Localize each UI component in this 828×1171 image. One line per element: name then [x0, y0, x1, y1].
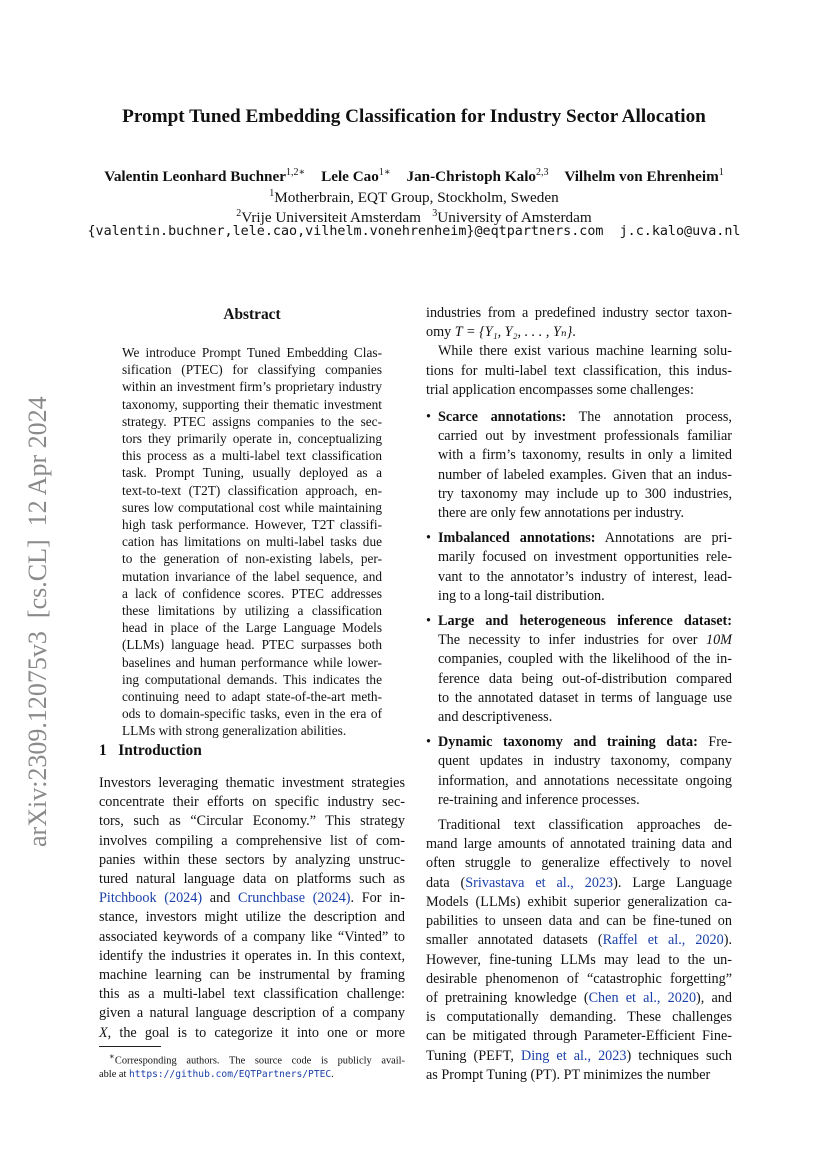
text-line: carried out by investment professionals familiar	[438, 428, 732, 445]
abstract-line: baselines and human performance while lower-	[122, 654, 382, 670]
abstract-line: taxonomy, supporting their thematic investment	[122, 396, 382, 412]
text-line: Scarce annotations: The annotation process,	[438, 409, 732, 426]
abstract-heading: Abstract	[223, 306, 281, 323]
text-line: stance, investors might utilize the description and	[99, 909, 405, 926]
introduction-text	[99, 774, 405, 1043]
abstract-line: ods to domain-specific tasks, even in the era of	[122, 706, 382, 722]
text-line: to the annotated dataset in terms of language use	[438, 689, 732, 706]
bullet-item	[426, 733, 732, 810]
text-line: tions for multi-label text classification, this indus-	[426, 362, 732, 379]
text-line: number of labeled examples. Given that an indus-	[438, 466, 732, 483]
footnote-rule	[99, 1046, 161, 1047]
abstract-line: this process as a multi-label text classification	[122, 448, 382, 464]
bullet-marker: •	[426, 409, 431, 426]
text-line: there are only few annotations per industry.	[438, 505, 685, 522]
affiliation-2: $^2$Vrije Universiteit Amsterdam $^3$University of Amsterdam	[236, 208, 592, 227]
paper-title: Prompt Tuned Embedding Classification for Industry Sector Allocation	[122, 106, 706, 127]
citation-link[interactable]: Raffel et al., 2020	[602, 932, 724, 949]
text-line: tors, such as “Circular Economy.” This strategy	[99, 813, 405, 830]
right-column-text	[426, 304, 732, 1085]
abstract-line: high task performance. However, T2T classifi-	[122, 517, 382, 533]
text-line: concentrate their efforts on specific industry sec-	[99, 794, 405, 811]
text-line	[438, 612, 732, 631]
abstract-line: within an investment firm’s proprietary industry	[122, 379, 382, 395]
text-line: Dynamic taxonomy and training data: Fre-	[438, 734, 732, 751]
text-line: companies, coupled with the likelihood of the in-	[438, 651, 732, 668]
text-line: re-training and inference processes.	[438, 791, 640, 808]
abstract-line: tors they primarily operate in, conceptualizing	[122, 431, 382, 447]
text-line: identify the industries it operates in. In this context,	[99, 947, 405, 964]
abstract-line: ing computational demands. This indicates the	[122, 671, 382, 687]
text-line: information, and annotations necessitate ongoing	[438, 772, 732, 789]
text-line: panies within these sectors by analyzing unstruc-	[99, 851, 405, 868]
arxiv-identifier: arXiv:2309.12075v3 [cs.CL] 12 Apr 2024	[23, 396, 52, 847]
citation-link[interactable]: Ding et al., 2023	[520, 1047, 627, 1064]
text-line: While there exist various machine learning solu-	[438, 343, 732, 360]
bullet-term: Imbalanced annotations:	[438, 530, 596, 547]
abstract-line: task. Prompt Tuning, usually deployed as a	[122, 465, 382, 481]
text-line: Imbalanced annotations: Annotations are pri-	[438, 530, 732, 547]
source-code-link[interactable]: https://github.com/EQTPartners/PTEC	[129, 1069, 332, 1081]
abstract-body	[122, 344, 382, 740]
text-line: marily focused on investment opportunities rele-	[438, 549, 732, 566]
abstract-line: to the generation of non-existing labels, per-	[122, 551, 382, 567]
text-line: trial application encompasses some challenges:	[426, 381, 694, 398]
text-line: vant to the annotator’s industry of interest, lead-	[438, 568, 732, 585]
author-1: Valentin Leonhard Buchner$^{1,2∗}$	[104, 167, 306, 186]
abstract-line: mutation invariance of the label sequence, and	[122, 568, 382, 584]
citation-link[interactable]: Pitchbook (2024)	[99, 890, 203, 907]
text-line: ference data being out-of-distribution compared	[438, 670, 732, 687]
bullet-marker: •	[426, 613, 431, 630]
citation-link[interactable]: Srivastava et al., 2023	[465, 874, 614, 891]
text-line: The necessity to infer industries for over 10M	[438, 632, 732, 649]
abstract-line: continuing need to adapt state-of-the-art meth-	[122, 689, 382, 705]
bullet-term: Scarce annotations:	[438, 409, 567, 426]
text-line: involves compiling a comprehensive list of com-	[99, 832, 405, 849]
affiliation-1: $^1$Motherbrain, EQT Group, Stockholm, Sweden	[269, 188, 559, 207]
text-line: machine learning can be instrumental by framing	[99, 967, 405, 984]
abstract-line: these limitations by utilizing a classification	[122, 603, 382, 619]
text-line: Investors leveraging thematic investment strategies	[99, 775, 405, 791]
text-line: tured natural language data on platforms such as	[99, 871, 405, 888]
text-line: associated keywords of a company like “Vinted” to	[99, 928, 405, 945]
text-line: X, the goal is to categorize it into one or more	[99, 1024, 405, 1041]
text-line: and descriptiveness.	[438, 709, 553, 726]
abstract-line: (LLMs) language head. PTEC surpasses both	[122, 637, 382, 653]
text-line: this as a multi-label text classification challenge:	[99, 986, 405, 1003]
paragraph-traditional: Traditional text classification approaches de- mand large amounts of annotated training data and often struggle to generalize effectively to novel data (Srivastava et al., 2023). Large Language Models (LLMs) exhibit superior generalization ca- pabilities to unseen data and can be fine-tuned on smaller annotated datasets (Raffel et al., 2020). However, fine-tuning LLMs may lead to the un- desirable phenomenon of “catastrophic forgetting” of pretraining knowledge (Chen et al., 2020), and is computationally demanding. These challenges can be mitigated through Parameter-Efficient Fine- Tuning (PEFT, Ding et al., 2023) techniques such as Prompt Tuning (PT). PT minimizes the number	[426, 817, 733, 1083]
text-line: given a natural language description of a company	[99, 1005, 405, 1022]
abstract-line: LLMs with strong generalization abilities.	[122, 723, 347, 739]
author-4: Vilhelm von Ehrenheim$^1$	[564, 167, 724, 186]
text-line: with a firm’s taxonomy, results in only a limited	[438, 447, 732, 464]
abstract-line: sures low computational cost while maintaining	[122, 499, 382, 515]
abstract-line: head in place of the Large Language Models	[122, 620, 382, 636]
bullet-term: Dynamic taxonomy and training data:	[438, 734, 698, 751]
text-line: ing to a long-tail distribution.	[438, 587, 605, 604]
text-line: Pitchbook (2024) and Crunchbase (2024). For in-	[99, 890, 405, 907]
abstract-line: a lack of confidence scores. PTEC addresses	[122, 585, 382, 601]
citation-link[interactable]: Crunchbase (2024)	[238, 890, 351, 907]
bullet-item	[426, 529, 732, 606]
bullet-marker: •	[426, 734, 431, 751]
abstract-line: cation has limitations on multi-label tasks due	[122, 534, 382, 550]
abstract-line: We introduce Prompt Tuned Embedding Clas-	[122, 345, 382, 360]
author-emails: {valentin.buchner,lele.cao,vilhelm.vonehrenheim}@eqtpartners.com j.c.kalo@uva.nl	[87, 224, 741, 239]
text-line: industries from a predefined industry sector taxon-	[426, 305, 732, 321]
abstract-line: strategy. PTEC assigns companies to the sec-	[122, 413, 382, 429]
author-2: Lele Cao$^{1∗}$	[321, 167, 391, 186]
text-line: try taxonomy may include up to 300 industries,	[438, 485, 732, 502]
abstract-line: text-to-text (T2T) classification approach, en-	[122, 482, 382, 498]
citation-link[interactable]: Chen et al., 2020	[588, 989, 697, 1006]
text-line: omy T = {Y₁, Y₂, . . . , Yₙ}.	[426, 324, 576, 341]
abstract-line: sification (PTEC) for classifying companies	[122, 362, 382, 378]
text-line: quent updates in industry taxonomy, company	[438, 753, 732, 770]
author-3: Jan-Christoph Kalo$^{2,3}$	[406, 167, 549, 186]
section-heading-introduction: 1 Introduction	[99, 742, 202, 759]
bullet-item	[426, 612, 732, 727]
bullet-marker: •	[426, 530, 431, 547]
footnote: ∗Corresponding authors. The source code is publicly avail- able at https://github.com/EQTPartners/PTEC.	[99, 1051, 405, 1081]
bullet-term: Large and heterogeneous inference dataset:	[438, 613, 732, 630]
bullet-item	[426, 408, 732, 523]
